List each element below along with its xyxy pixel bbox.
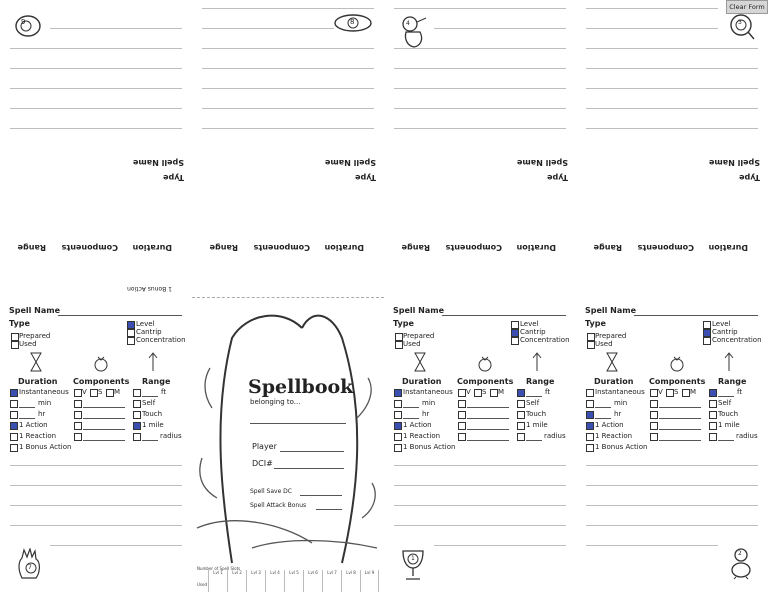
minutes-label: min bbox=[38, 399, 52, 407]
level-3-badge: 3 bbox=[738, 19, 742, 26]
radius-checkbox[interactable] bbox=[517, 433, 525, 441]
hourglass-icon bbox=[414, 352, 426, 374]
range-label: Range bbox=[718, 377, 747, 386]
cover-title: Spellbook bbox=[248, 376, 354, 398]
radius-label: radius bbox=[736, 432, 758, 440]
bonus-action-checkbox[interactable] bbox=[10, 444, 18, 452]
pouch-icon bbox=[93, 352, 109, 374]
one-mile-label: 1 mile bbox=[718, 421, 740, 429]
somatic-checkbox[interactable] bbox=[666, 389, 674, 397]
somatic-checkbox[interactable] bbox=[90, 389, 98, 397]
concentration-checkbox[interactable] bbox=[703, 337, 711, 345]
dci-label: DCI# bbox=[252, 459, 273, 468]
arrow-up-icon bbox=[532, 352, 542, 374]
self-checkbox[interactable] bbox=[709, 400, 717, 408]
spell-name-label: Spell Name bbox=[585, 306, 637, 315]
radius-checkbox[interactable] bbox=[133, 433, 141, 441]
components-label: Components bbox=[637, 243, 694, 252]
level-checkbox[interactable] bbox=[511, 321, 519, 329]
material-line-3-checkbox[interactable] bbox=[650, 422, 658, 430]
arrow-up-icon bbox=[148, 352, 158, 374]
minutes-checkbox[interactable] bbox=[394, 400, 402, 408]
material-line-4-checkbox[interactable] bbox=[458, 433, 466, 441]
type-label: Type bbox=[9, 319, 30, 328]
spell-card bbox=[576, 300, 768, 465]
spell-card-panel-3 bbox=[384, 0, 576, 594]
material-label: M bbox=[114, 388, 121, 396]
hours-label: hr bbox=[422, 410, 430, 418]
feet-checkbox[interactable] bbox=[133, 389, 141, 397]
type-label: Type bbox=[355, 173, 376, 182]
duration-label: Duration bbox=[18, 377, 58, 386]
cantrip-label: Cantrip bbox=[136, 328, 162, 336]
used-label: Used bbox=[19, 340, 37, 348]
spell-card bbox=[0, 300, 192, 465]
level-8-badge: 8 bbox=[350, 18, 355, 26]
duration-label: Duration bbox=[708, 243, 748, 252]
clear-form-button[interactable]: Clear Form bbox=[726, 0, 768, 14]
concentration-label: Concentration bbox=[136, 336, 186, 344]
level-9-badge: 9 bbox=[21, 18, 26, 26]
player-label: Player bbox=[252, 442, 277, 451]
components-label: Components bbox=[445, 243, 502, 252]
level-label: Level bbox=[136, 320, 155, 328]
prepared-label: Prepared bbox=[595, 332, 627, 340]
action-checkbox[interactable] bbox=[394, 422, 402, 430]
verbal-checkbox[interactable] bbox=[458, 389, 466, 397]
spell-name-field[interactable] bbox=[634, 315, 758, 316]
bonus-action-label: 1 Bonus Action bbox=[19, 443, 72, 451]
level-1-badge: 1 bbox=[411, 555, 415, 562]
reaction-checkbox[interactable] bbox=[10, 433, 18, 441]
upside-down-spell-card bbox=[0, 140, 192, 300]
upside-down-spell-card bbox=[384, 140, 576, 300]
one-mile-checkbox[interactable] bbox=[517, 422, 525, 430]
concentration-label: Concentration bbox=[712, 336, 762, 344]
duration-label: Duration bbox=[594, 377, 634, 386]
reaction-checkbox[interactable] bbox=[394, 433, 402, 441]
verbal-checkbox[interactable] bbox=[650, 389, 658, 397]
material-label: M bbox=[498, 388, 505, 396]
material-line-2-checkbox[interactable] bbox=[650, 411, 658, 419]
material-line-4-checkbox[interactable] bbox=[74, 433, 82, 441]
slot-level-4[interactable]: Lvl 4 bbox=[265, 570, 284, 592]
prepared-label: Prepared bbox=[19, 332, 51, 340]
spell-save-dc-label: Spell Save DC bbox=[250, 488, 292, 495]
self-label: Self bbox=[718, 399, 732, 407]
hours-label: hr bbox=[38, 410, 46, 418]
feet-checkbox[interactable] bbox=[709, 389, 717, 397]
touch-checkbox[interactable] bbox=[517, 411, 525, 419]
range-label: Range bbox=[209, 243, 238, 252]
cantrip-checkbox[interactable] bbox=[703, 329, 711, 337]
minutes-checkbox[interactable] bbox=[586, 400, 594, 408]
hours-checkbox[interactable] bbox=[586, 411, 594, 419]
cantrip-checkbox[interactable] bbox=[127, 329, 135, 337]
hours-checkbox[interactable] bbox=[10, 411, 18, 419]
touch-checkbox[interactable] bbox=[133, 411, 141, 419]
range-label: Range bbox=[142, 377, 171, 386]
material-checkbox[interactable] bbox=[682, 389, 690, 397]
verbal-label: V bbox=[82, 388, 87, 396]
one-mile-checkbox[interactable] bbox=[709, 422, 717, 430]
hours-checkbox[interactable] bbox=[394, 411, 402, 419]
instantaneous-checkbox[interactable] bbox=[394, 389, 402, 397]
spell-name-label: Spell Name bbox=[132, 158, 184, 167]
verbal-label: V bbox=[658, 388, 663, 396]
bonus-action-label: 1 Bonus Action bbox=[403, 443, 456, 451]
bonus-action-checkbox[interactable] bbox=[394, 444, 402, 452]
material-checkbox[interactable] bbox=[490, 389, 498, 397]
somatic-label: S bbox=[98, 388, 103, 396]
spell-name-field[interactable] bbox=[58, 315, 182, 316]
material-label: M bbox=[690, 388, 697, 396]
prepared-checkbox[interactable] bbox=[395, 333, 403, 341]
level-checkbox[interactable] bbox=[127, 321, 135, 329]
self-label: Self bbox=[142, 399, 156, 407]
radius-label: radius bbox=[544, 432, 566, 440]
duration-label: Duration bbox=[402, 377, 442, 386]
components-label: Components bbox=[253, 243, 310, 252]
action-label: 1 Action bbox=[19, 421, 48, 429]
duration-label: Duration bbox=[516, 243, 556, 252]
spell-name-label: Spell Name bbox=[9, 306, 61, 315]
hourglass-icon bbox=[606, 352, 618, 374]
instantaneous-label: Instantaneous bbox=[403, 388, 453, 396]
level-checkbox[interactable] bbox=[703, 321, 711, 329]
spell-name-label: Spell Name bbox=[708, 158, 760, 167]
owner-name-field[interactable] bbox=[250, 423, 346, 424]
instantaneous-checkbox[interactable] bbox=[10, 389, 18, 397]
cantrip-label: Cantrip bbox=[712, 328, 738, 336]
radius-checkbox[interactable] bbox=[709, 433, 717, 441]
slot-level-2[interactable]: Lvl 2 bbox=[227, 570, 246, 592]
spell-name-label: Spell Name bbox=[516, 158, 568, 167]
material-line-2-checkbox[interactable] bbox=[458, 411, 466, 419]
goblet-icon bbox=[400, 548, 426, 586]
duration-label: Duration bbox=[132, 243, 172, 252]
self-checkbox[interactable] bbox=[517, 400, 525, 408]
slot-level-9[interactable]: Lvl 9 bbox=[360, 570, 379, 592]
spellbook-cover bbox=[192, 298, 384, 594]
player-field[interactable] bbox=[280, 451, 344, 452]
used-label: Used bbox=[403, 340, 421, 348]
somatic-label: S bbox=[482, 388, 487, 396]
touch-checkbox[interactable] bbox=[709, 411, 717, 419]
material-checkbox[interactable] bbox=[106, 389, 114, 397]
used-label: Used bbox=[595, 340, 613, 348]
slot-level-6[interactable]: Lvl 6 bbox=[303, 570, 322, 592]
verbal-checkbox[interactable] bbox=[74, 389, 82, 397]
action-label: 1 Action bbox=[403, 421, 432, 429]
used-checkbox[interactable] bbox=[587, 341, 595, 349]
action-label: 1 Action bbox=[595, 421, 624, 429]
somatic-checkbox[interactable] bbox=[474, 389, 482, 397]
bonus-action-label: 1 Bonus Action bbox=[127, 285, 172, 292]
components-label: Components bbox=[649, 377, 706, 386]
feet-label: ft bbox=[161, 388, 167, 396]
range-label: Range bbox=[593, 243, 622, 252]
material-line-2-checkbox[interactable] bbox=[74, 411, 82, 419]
spell-name-label: Spell Name bbox=[393, 306, 445, 315]
duration-label: Duration bbox=[324, 243, 364, 252]
upside-down-spell-card bbox=[192, 140, 384, 300]
hourglass-icon bbox=[30, 352, 42, 374]
radius-label: radius bbox=[160, 432, 182, 440]
upside-down-spell-card bbox=[576, 140, 768, 300]
concentration-checkbox[interactable] bbox=[511, 337, 519, 345]
range-label: Range bbox=[526, 377, 555, 386]
touch-label: Touch bbox=[526, 410, 547, 418]
cantrip-checkbox[interactable] bbox=[511, 329, 519, 337]
spell-slots-label: Number of Spell Slots bbox=[197, 566, 241, 571]
bonus-action-checkbox[interactable] bbox=[586, 444, 594, 452]
bonus-action-label: 1 Bonus Action bbox=[595, 443, 648, 451]
used-checkbox[interactable] bbox=[395, 341, 403, 349]
touch-label: Touch bbox=[142, 410, 163, 418]
material-line-1-checkbox[interactable] bbox=[650, 400, 658, 408]
minutes-checkbox[interactable] bbox=[10, 400, 18, 408]
spell-attack-bonus-field[interactable] bbox=[316, 509, 342, 510]
used-checkbox[interactable] bbox=[11, 341, 19, 349]
prepared-label: Prepared bbox=[403, 332, 435, 340]
used-row-label: Used bbox=[197, 582, 208, 587]
spell-slots-table bbox=[197, 566, 381, 592]
antler-frame-illustration bbox=[192, 298, 384, 568]
one-mile-checkbox[interactable] bbox=[133, 422, 141, 430]
action-checkbox[interactable] bbox=[586, 422, 594, 430]
somatic-label: S bbox=[674, 388, 679, 396]
cover-subtitle: belonging to... bbox=[250, 398, 301, 406]
reaction-label: 1 Reaction bbox=[403, 432, 441, 440]
type-label: Type bbox=[393, 319, 414, 328]
spell-card-panel-1 bbox=[0, 0, 192, 594]
level-4-badge: 4 bbox=[406, 20, 410, 27]
instantaneous-checkbox[interactable] bbox=[586, 389, 594, 397]
reaction-checkbox[interactable] bbox=[586, 433, 594, 441]
type-label: Type bbox=[163, 173, 184, 182]
level-9-badge-icon bbox=[12, 12, 46, 42]
material-line-3-checkbox[interactable] bbox=[458, 422, 466, 430]
material-line-3-checkbox[interactable] bbox=[74, 422, 82, 430]
spell-name-field[interactable] bbox=[442, 315, 566, 316]
components-label: Components bbox=[73, 377, 130, 386]
self-checkbox[interactable] bbox=[133, 400, 141, 408]
slot-level-8[interactable]: Lvl 8 bbox=[341, 570, 360, 592]
touch-label: Touch bbox=[718, 410, 739, 418]
spell-name-label: Spell Name bbox=[324, 158, 376, 167]
components-label: Components bbox=[457, 377, 514, 386]
material-line-1-checkbox[interactable] bbox=[74, 400, 82, 408]
feet-label: ft bbox=[545, 388, 551, 396]
one-mile-label: 1 mile bbox=[142, 421, 164, 429]
spell-save-dc-field[interactable] bbox=[300, 495, 342, 496]
one-mile-label: 1 mile bbox=[526, 421, 548, 429]
spell-card-panel-4 bbox=[576, 0, 768, 594]
prepared-checkbox[interactable] bbox=[11, 333, 19, 341]
minutes-label: min bbox=[422, 399, 436, 407]
cantrip-label: Cantrip bbox=[520, 328, 546, 336]
feet-label: ft bbox=[737, 388, 743, 396]
self-label: Self bbox=[526, 399, 540, 407]
type-label: Type bbox=[585, 319, 606, 328]
concentration-label: Concentration bbox=[520, 336, 570, 344]
level-2-badge: 2 bbox=[738, 550, 742, 557]
dci-field[interactable] bbox=[274, 468, 344, 469]
spell-attack-bonus-label: Spell Attack Bonus bbox=[250, 502, 307, 509]
range-label: Range bbox=[401, 243, 430, 252]
type-label: Type bbox=[547, 173, 568, 182]
components-label: Components bbox=[61, 243, 118, 252]
hours-label: hr bbox=[614, 410, 622, 418]
level-7-badge: 7 bbox=[28, 564, 32, 571]
pouch-icon bbox=[669, 352, 685, 374]
feet-checkbox[interactable] bbox=[517, 389, 525, 397]
type-label: Type bbox=[739, 173, 760, 182]
reaction-label: 1 Reaction bbox=[595, 432, 633, 440]
prepared-checkbox[interactable] bbox=[587, 333, 595, 341]
arrow-up-icon bbox=[724, 352, 734, 374]
instantaneous-label: Instantaneous bbox=[595, 388, 645, 396]
material-line-4-checkbox[interactable] bbox=[650, 433, 658, 441]
material-line-1-checkbox[interactable] bbox=[458, 400, 466, 408]
slot-level-3[interactable]: Lvl 3 bbox=[246, 570, 265, 592]
slot-level-5[interactable]: Lvl 5 bbox=[284, 570, 303, 592]
level-3-badge-icon bbox=[728, 12, 758, 46]
reaction-label: 1 Reaction bbox=[19, 432, 57, 440]
spell-card bbox=[384, 300, 576, 465]
minutes-label: min bbox=[614, 399, 628, 407]
level-label: Level bbox=[712, 320, 731, 328]
verbal-label: V bbox=[466, 388, 471, 396]
pouch-icon bbox=[477, 352, 493, 374]
action-checkbox[interactable] bbox=[10, 422, 18, 430]
slot-level-1[interactable]: Lvl 1 bbox=[208, 570, 227, 592]
level-label: Level bbox=[520, 320, 539, 328]
slot-level-7[interactable]: Lvl 7 bbox=[322, 570, 341, 592]
range-label: Range bbox=[17, 243, 46, 252]
concentration-checkbox[interactable] bbox=[127, 337, 135, 345]
instantaneous-label: Instantaneous bbox=[19, 388, 69, 396]
